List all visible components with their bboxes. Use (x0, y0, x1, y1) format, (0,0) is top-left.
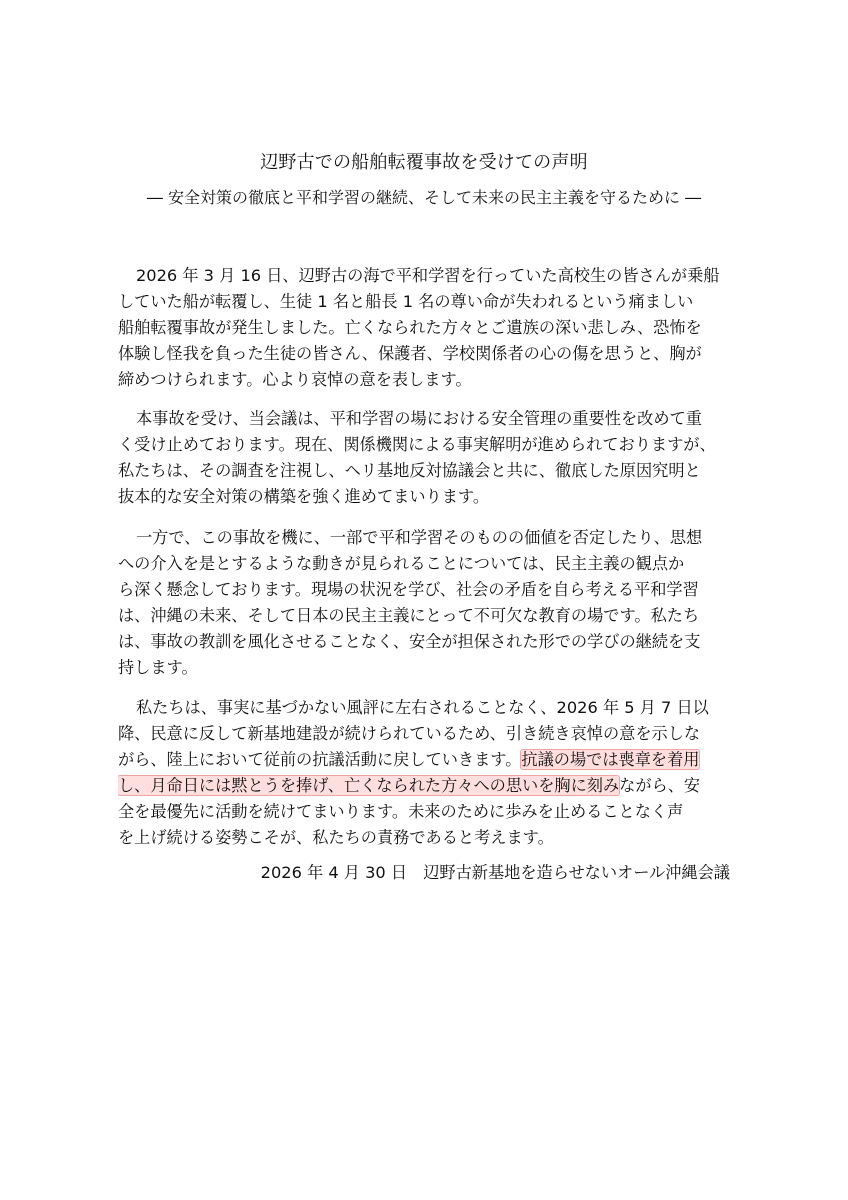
highlighted-text: し、月命日には黙とうを捧げ、亡くなられた方々への思いを胸に刻み (118, 775, 620, 795)
highlighted-text: 抗議の場では喪章を着用 (521, 749, 700, 769)
document-title: 辺野古での船舶転覆事故を受けての声明 (260, 152, 588, 173)
paragraph-line: 抜本的な安全対策の構築を強く進めてまいります。 (118, 486, 490, 506)
paragraph-line: 船舶転覆事故が発生しました。亡くなられた方々とご遺族の深い悲しみ、恐怖を (118, 317, 702, 337)
document-subtitle: ― 安全対策の徹底と平和学習の継続、そして未来の民主主義を守るために ― (146, 188, 702, 207)
paragraph-peace-learning (118, 525, 746, 680)
paragraph-line: は、沖縄の未来、そして日本の民主主義にとって不可欠な教育の場です。私たち (118, 605, 700, 625)
paragraph-line: していた船が転覆し、生徒 1 名と船長 1 名の尊い命が失われるという痛ましい (118, 291, 694, 311)
paragraph-line: 締めつけられます。心より哀悼の意を表します。 (118, 369, 472, 389)
paragraph-line: く受け止めております。現在、関係機関による事実解明が進められておりますが、 (118, 434, 716, 454)
paragraph-line: を上げ続ける姿勢こそが、私たちの責務であると考えます。 (118, 827, 554, 847)
paragraph-line: 2026 年 3 月 16 日、辺野古の海で平和学習を行っていた高校生の皆さんが乗船 (136, 266, 720, 285)
paragraph-line (118, 773, 746, 799)
paragraph-line: 本事故を受け、当会議は、平和学習の場における安全管理の重要性を改めて重 (136, 409, 702, 428)
paragraph-line (118, 747, 746, 773)
paragraph-condolence (118, 263, 746, 393)
paragraph-line: 持します。 (118, 657, 198, 677)
paragraph-text: ながら、安 (619, 775, 701, 795)
paragraph-safety (118, 406, 746, 510)
paragraph-line: 全を最優先に活動を続けてまいります。未来のために歩みを止めることなく声 (118, 801, 684, 821)
paragraph-line: 私たちは、その調査を注視し、ヘリ基地反対協議会と共に、徹底した原因究明と (118, 460, 701, 480)
paragraph-line: は、事故の教訓を風化させることなく、安全が担保された形での学びの継続を支 (118, 631, 701, 651)
paragraph-line: への介入を是とするような動きが見られることについては、民主主義の観点か (118, 553, 685, 573)
paragraph-line: ら深く懸念しております。現場の状況を学び、社会の矛盾を自ら考える平和学習 (118, 579, 699, 599)
paragraph-line: 降、民意に反して新基地建設が続けられているため、引き続き哀悼の意を示しな (118, 723, 701, 743)
signature-line: 2026 年 4 月 30 日 辺野古新基地を造らせないオール沖縄会議 (260, 863, 730, 882)
paragraph-protest (118, 695, 746, 850)
paragraph-text: がら、陸上において従前の抗議活動に戻していきます。 (118, 749, 522, 769)
paragraph-line: 体験し怪我を負った生徒の皆さん、保護者、学校関係者の心の傷を思うと、胸が (118, 343, 702, 363)
paragraph-line: 私たちは、事実に基づかない風評に左右されることなく、2026 年 5 月 7 日以 (136, 698, 709, 717)
paragraph-line: 一方で、この事故を機に、一部で平和学習そのものの価値を否定したり、思想 (136, 528, 703, 547)
